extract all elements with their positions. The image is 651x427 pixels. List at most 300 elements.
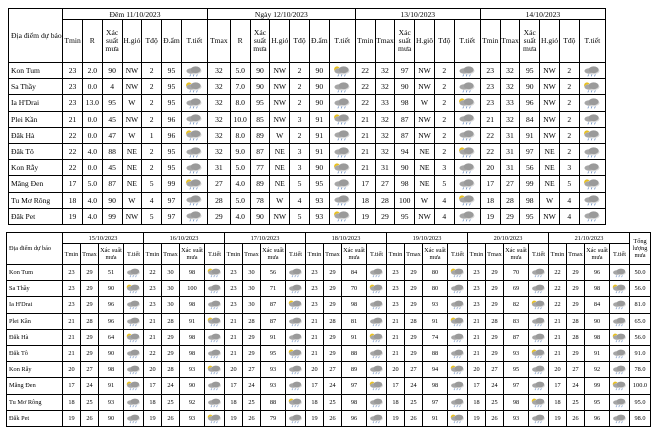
value-cell: 32 [375, 127, 395, 143]
rain-cloud-icon [611, 267, 628, 278]
weather-cell [181, 208, 207, 224]
rain-cloud-icon [457, 146, 477, 158]
value-cell: 26 [567, 410, 585, 426]
value-cell: 98 [520, 192, 540, 208]
value-cell: 31 [207, 160, 230, 176]
value-cell: 3 [434, 160, 454, 176]
value-cell: 97 [162, 192, 182, 208]
rain-cloud-icon [611, 380, 628, 391]
rain-cloud-icon [611, 316, 628, 327]
column-header: Tmax [243, 244, 261, 265]
rain-cloud-icon [368, 283, 385, 294]
date-header: 16/10/2023 [144, 233, 225, 244]
value-cell: 19 [225, 410, 243, 426]
value-cell: 17 [63, 378, 81, 394]
value-cell: 95 [102, 95, 122, 111]
value-cell: 45 [102, 111, 122, 127]
value-cell: 94 [423, 362, 448, 378]
value-cell: 95 [395, 208, 415, 224]
value-cell: 23 [306, 281, 324, 297]
value-cell: 23 [63, 95, 83, 111]
value-cell: 23 [225, 297, 243, 313]
value-cell: 93 [261, 362, 286, 378]
rain-cloud-icon [582, 97, 602, 109]
column-header: Tđộ [142, 20, 162, 63]
value-cell: 93 [180, 410, 205, 426]
value-cell: 29 [567, 265, 585, 281]
value-cell: 21 [355, 143, 375, 159]
value-cell: 21 [306, 313, 324, 329]
value-cell: 98 [180, 345, 205, 361]
total-rain-header: Tổng lượng mưa [630, 233, 651, 265]
value-cell: 30 [243, 281, 261, 297]
value-cell: NE [270, 176, 290, 192]
value-cell: 29 [324, 281, 342, 297]
weather-cell [448, 345, 468, 361]
weather-cell [529, 410, 549, 426]
value-cell: 22 [355, 79, 375, 95]
rain-cloud-icon [530, 283, 547, 294]
value-cell: 21 [468, 313, 486, 329]
value-cell: 93 [309, 192, 329, 208]
column-header: Tmax [405, 244, 423, 265]
value-cell: NE [540, 143, 560, 159]
value-cell: 29 [486, 329, 504, 345]
weather-cell [205, 281, 225, 297]
value-cell: 98 [180, 329, 205, 345]
weather-cell [610, 281, 630, 297]
value-cell: 47 [102, 127, 122, 143]
value-cell: 88 [102, 143, 122, 159]
value-cell: 30 [162, 297, 180, 313]
weather-cell [579, 176, 605, 192]
value-cell: 17 [355, 176, 375, 192]
value-cell: 29 [567, 281, 585, 297]
total-rain-cell: 91.0 [630, 345, 651, 361]
weather-cell [181, 160, 207, 176]
value-cell: 95 [162, 95, 182, 111]
value-cell: 30 [162, 265, 180, 281]
value-cell: 64 [99, 329, 124, 345]
weather-cell [124, 362, 144, 378]
value-cell: 10.0 [230, 111, 250, 127]
value-cell: 29 [405, 329, 423, 345]
location-name: Đăk Pet [7, 410, 63, 426]
column-header: Xác suất mưa [520, 20, 540, 63]
value-cell: 29 [162, 345, 180, 361]
value-cell: 2 [559, 63, 579, 79]
value-cell: 30 [243, 265, 261, 281]
column-header: Tđộ [434, 20, 454, 63]
value-cell: 31 [375, 160, 395, 176]
weather-cell [529, 345, 549, 361]
value-cell: W [415, 95, 435, 111]
value-cell: 2 [434, 127, 454, 143]
value-cell: 21 [549, 345, 567, 361]
table-row [7, 329, 651, 345]
value-cell: 23 [63, 297, 81, 313]
weather-cell [448, 378, 468, 394]
value-cell: 23 [144, 297, 162, 313]
value-cell: NW [122, 111, 142, 127]
date-header: 15/10/2023 [63, 233, 144, 244]
value-cell: 18 [480, 192, 500, 208]
value-cell: 25 [81, 394, 99, 410]
weather-cell [529, 329, 549, 345]
rain-cloud-icon [582, 129, 602, 141]
value-cell: 24 [162, 378, 180, 394]
value-cell: 90 [99, 410, 124, 426]
column-header: T.tiết [286, 244, 306, 265]
value-cell: 21 [306, 329, 324, 345]
value-cell: 98 [395, 95, 415, 111]
value-cell: 5 [434, 176, 454, 192]
column-header: Xác suất mưa [180, 244, 205, 265]
value-cell: 27 [81, 362, 99, 378]
rain-cloud-icon [206, 380, 223, 391]
value-cell: 78 [250, 192, 270, 208]
weather-cell [181, 79, 207, 95]
column-header: R [82, 20, 102, 63]
value-cell: 23 [480, 79, 500, 95]
rain-cloud-icon [206, 316, 223, 327]
value-cell: 93 [261, 378, 286, 394]
date-header: 19/10/2023 [387, 233, 468, 244]
column-header: Xác suất mưa [102, 20, 122, 63]
value-cell: 96 [162, 111, 182, 127]
value-cell: 91 [309, 143, 329, 159]
rain-cloud-icon [125, 348, 142, 359]
rain-cloud-icon [332, 97, 352, 109]
value-cell: NE [415, 143, 435, 159]
value-cell: 95 [250, 95, 270, 111]
value-cell: 21 [144, 329, 162, 345]
rain-cloud-icon [125, 380, 142, 391]
column-header: Tmax [375, 20, 395, 63]
value-cell: 3 [290, 111, 310, 127]
value-cell: 74 [423, 329, 448, 345]
value-cell: 32 [375, 143, 395, 159]
weather-cell [579, 143, 605, 159]
value-cell: 20 [480, 160, 500, 176]
value-cell: 17 [225, 378, 243, 394]
rain-cloud-icon [530, 316, 547, 327]
value-cell: 25 [324, 394, 342, 410]
rain-cloud-icon [332, 210, 352, 222]
weather-cell [448, 362, 468, 378]
rain-cloud-icon [457, 210, 477, 222]
location-name: Kon Tum [7, 265, 63, 281]
weather-cell [286, 297, 306, 313]
rain-cloud-icon [530, 380, 547, 391]
value-cell: 27 [567, 362, 585, 378]
value-cell: 84 [585, 297, 610, 313]
value-cell: 19 [480, 208, 500, 224]
rain-cloud-icon [287, 380, 304, 391]
value-cell: 95 [504, 362, 529, 378]
value-cell: 91 [261, 329, 286, 345]
location-name: Đăk Tô [7, 345, 63, 361]
weather-cell [329, 95, 355, 111]
value-cell: 81 [342, 313, 367, 329]
value-cell: 23 [480, 95, 500, 111]
value-cell: NE [122, 160, 142, 176]
value-cell: NW [270, 79, 290, 95]
date-header: 21/10/2023 [549, 233, 630, 244]
value-cell: 22 [549, 265, 567, 281]
rain-cloud-icon [287, 397, 304, 408]
value-cell: 22 [549, 297, 567, 313]
rain-cloud-icon [125, 283, 142, 294]
value-cell: 32 [207, 79, 230, 95]
value-cell: NW [415, 63, 435, 79]
rain-cloud-icon [287, 283, 304, 294]
weather-cell [579, 208, 605, 224]
rain-cloud-icon [368, 299, 385, 310]
value-cell: NE [270, 143, 290, 159]
value-cell: 28 [500, 192, 520, 208]
column-header: T.tiết [205, 244, 225, 265]
column-header: Tmin [63, 20, 83, 63]
column-header: H.gió [540, 20, 560, 63]
table-row [9, 192, 606, 208]
value-cell: 2 [434, 79, 454, 95]
rain-cloud-icon [582, 194, 602, 206]
value-cell: 19 [306, 410, 324, 426]
value-cell: 84 [342, 265, 367, 281]
rain-cloud-icon [611, 348, 628, 359]
column-header: T.tiết [448, 244, 468, 265]
value-cell: 27 [243, 362, 261, 378]
value-cell: 2 [559, 127, 579, 143]
value-cell: 98 [180, 265, 205, 281]
value-cell: 18 [144, 394, 162, 410]
value-cell: 0.0 [82, 160, 102, 176]
value-cell: 90 [520, 79, 540, 95]
value-cell: 90 [309, 160, 329, 176]
weather-cell [454, 176, 480, 192]
value-cell: 5 [559, 176, 579, 192]
rain-cloud-icon [582, 162, 602, 174]
value-cell: 21 [63, 345, 81, 361]
value-cell: 99 [162, 176, 182, 192]
value-cell: 2 [434, 95, 454, 111]
value-cell: 29 [324, 345, 342, 361]
rain-cloud-icon [184, 65, 204, 77]
weather-cell [124, 281, 144, 297]
value-cell: 5.0 [230, 160, 250, 176]
rain-cloud-icon [332, 178, 352, 190]
value-cell: 4 [142, 192, 162, 208]
value-cell: 2 [142, 95, 162, 111]
value-cell: 98 [395, 176, 415, 192]
value-cell: 90 [250, 63, 270, 79]
weather-cell [529, 281, 549, 297]
weather-cell [454, 192, 480, 208]
table-row [7, 410, 651, 426]
rain-cloud-icon [184, 97, 204, 109]
value-cell: 45 [102, 160, 122, 176]
value-cell: 2 [559, 95, 579, 111]
date-header: 18/10/2023 [306, 233, 387, 244]
value-cell: NW [415, 127, 435, 143]
weather-cell [454, 63, 480, 79]
value-cell: 21 [306, 345, 324, 361]
rain-cloud-icon [457, 81, 477, 93]
location-name: Plei Kần [9, 111, 63, 127]
weather-cell [448, 313, 468, 329]
column-header: Tmin [549, 244, 567, 265]
value-cell: 80 [423, 281, 448, 297]
value-cell: 28 [405, 313, 423, 329]
value-cell: 97 [342, 378, 367, 394]
value-cell: 22 [549, 281, 567, 297]
value-cell: NE [415, 160, 435, 176]
value-cell: 90 [309, 79, 329, 95]
value-cell: 2 [142, 111, 162, 127]
rain-cloud-icon [287, 364, 304, 375]
value-cell: 95 [162, 160, 182, 176]
value-cell: 20 [144, 362, 162, 378]
value-cell: 29 [405, 265, 423, 281]
value-cell: 30 [162, 281, 180, 297]
value-cell: 5 [290, 176, 310, 192]
period-header: Đêm 11/10/2023 [63, 9, 208, 20]
value-cell: 26 [486, 410, 504, 426]
value-cell: NW [540, 111, 560, 127]
weather-cell [181, 95, 207, 111]
weather-cell [610, 378, 630, 394]
weather-cell [448, 297, 468, 313]
column-header: Đ.ẩm [162, 20, 182, 63]
weather-cell [286, 394, 306, 410]
column-header: Xác suất mưa [250, 20, 270, 63]
weather-cell [286, 378, 306, 394]
value-cell: 91 [180, 313, 205, 329]
total-rain-cell: 78.0 [630, 362, 651, 378]
rain-cloud-icon [457, 178, 477, 190]
weather-cell [286, 313, 306, 329]
value-cell: NW [270, 111, 290, 127]
value-cell: 96 [520, 95, 540, 111]
weather-cell [181, 176, 207, 192]
rain-cloud-icon [287, 348, 304, 359]
value-cell: 21 [355, 160, 375, 176]
weather-cell [124, 378, 144, 394]
location-name: Tu Mơ Rông [7, 394, 63, 410]
rain-cloud-icon [457, 97, 477, 109]
value-cell: 2 [290, 95, 310, 111]
value-cell: 26 [162, 410, 180, 426]
column-header: Tmax [567, 244, 585, 265]
weather-cell [610, 297, 630, 313]
value-cell: 31 [500, 127, 520, 143]
weather-cell [529, 265, 549, 281]
value-cell: NW [122, 208, 142, 224]
weather-cell [367, 345, 387, 361]
rain-cloud-icon [287, 413, 304, 424]
weather-cell [579, 111, 605, 127]
rain-cloud-icon [368, 316, 385, 327]
value-cell: 89 [342, 362, 367, 378]
value-cell: 22 [480, 127, 500, 143]
rain-cloud-icon [184, 81, 204, 93]
value-cell: 90 [99, 345, 124, 361]
value-cell: 88 [423, 345, 448, 361]
column-header: Xác suất mưa [261, 244, 286, 265]
value-cell: 89 [250, 127, 270, 143]
value-cell: NW [540, 208, 560, 224]
weather-cell [579, 63, 605, 79]
value-cell: 96 [99, 297, 124, 313]
weather-cell [610, 265, 630, 281]
value-cell: 32 [375, 111, 395, 127]
rain-cloud-icon [611, 283, 628, 294]
value-cell: 98 [99, 362, 124, 378]
value-cell: 4.0 [82, 192, 102, 208]
rain-cloud-icon [611, 299, 628, 310]
column-header: Tmax [324, 244, 342, 265]
value-cell: 4.0 [230, 176, 250, 192]
column-header: Tmin [355, 20, 375, 63]
value-cell: NW [540, 95, 560, 111]
rain-cloud-icon [125, 332, 142, 343]
weather-cell [454, 111, 480, 127]
rain-cloud-icon [611, 364, 628, 375]
value-cell: 29 [207, 208, 230, 224]
value-cell: 4 [434, 192, 454, 208]
value-cell: 21 [549, 313, 567, 329]
value-cell: 18 [549, 394, 567, 410]
value-cell: 32 [375, 63, 395, 79]
value-cell: 32 [207, 127, 230, 143]
value-cell: 2.0 [82, 63, 102, 79]
weather-cell [448, 265, 468, 281]
rain-cloud-icon [206, 364, 223, 375]
value-cell: 2 [434, 143, 454, 159]
weather-cell [579, 160, 605, 176]
value-cell: 19 [468, 410, 486, 426]
value-cell: 23 [63, 265, 81, 281]
weather-cell [286, 329, 306, 345]
value-cell: 90 [250, 208, 270, 224]
weather-cell [205, 265, 225, 281]
rain-cloud-icon [530, 299, 547, 310]
table-row [7, 394, 651, 410]
value-cell: 90 [180, 378, 205, 394]
value-cell: 28 [567, 329, 585, 345]
weather-cell [205, 329, 225, 345]
column-header: Xác suất mưa [395, 20, 415, 63]
column-header: Xác suất mưa [99, 244, 124, 265]
value-cell: 91 [520, 127, 540, 143]
value-cell: 23 [63, 63, 83, 79]
weather-cell [367, 378, 387, 394]
weather-cell [367, 281, 387, 297]
value-cell: 5 [142, 176, 162, 192]
total-rain-cell: 56.0 [630, 281, 651, 297]
rain-cloud-icon [582, 178, 602, 190]
value-cell: 79 [261, 410, 286, 426]
weather-cell [610, 362, 630, 378]
weather-cell [329, 111, 355, 127]
value-cell: 32 [207, 143, 230, 159]
location-name: Đăk Tô [9, 143, 63, 159]
weather-cell [529, 297, 549, 313]
rain-cloud-icon [184, 129, 204, 141]
value-cell: 95 [309, 176, 329, 192]
value-cell: NW [415, 111, 435, 127]
